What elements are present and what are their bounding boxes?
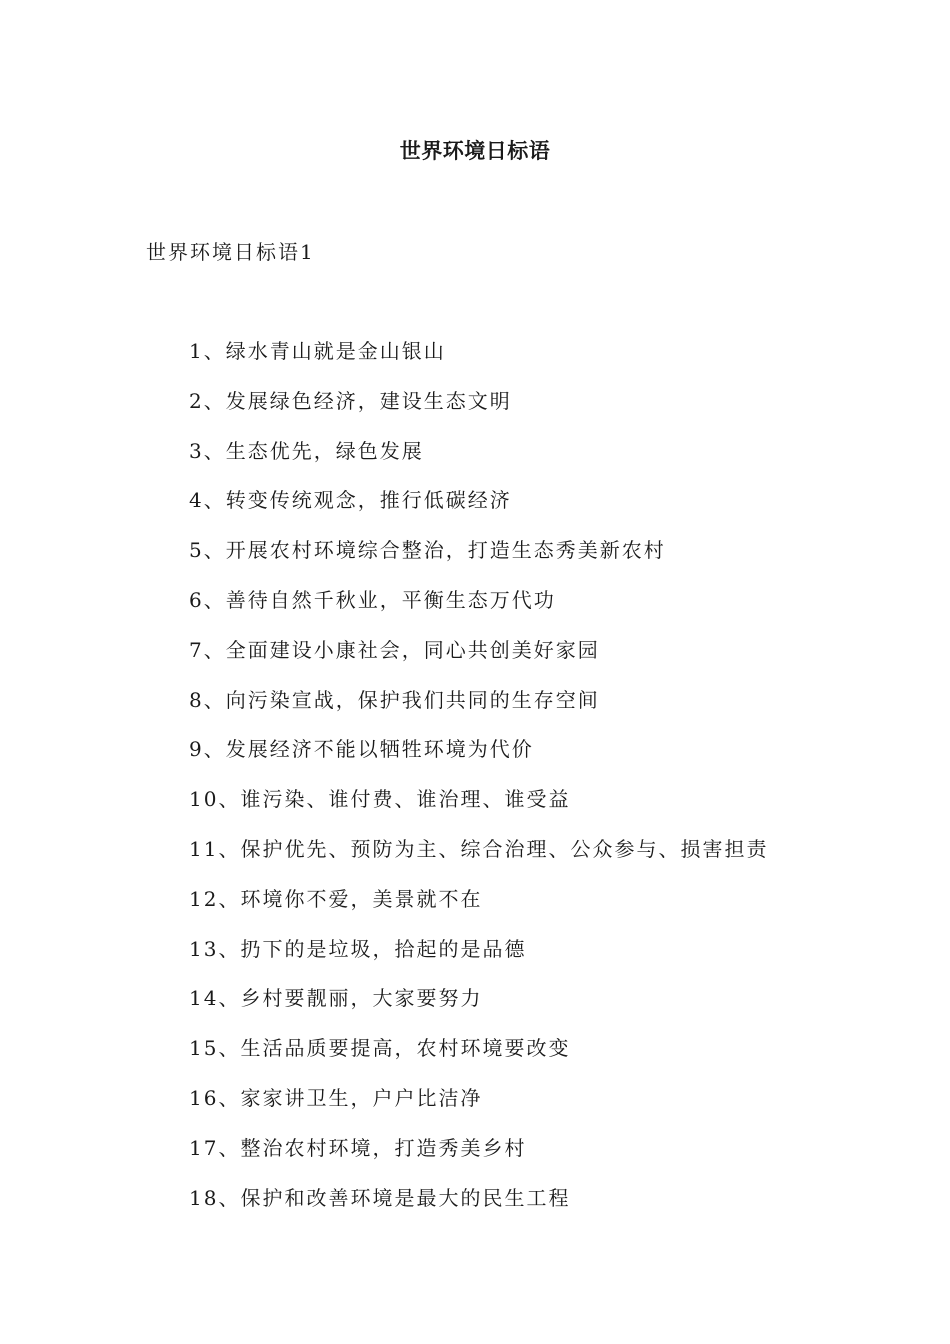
slogan-item: 10、谁污染、谁付费、谁治理、谁受益 <box>189 787 571 812</box>
slogan-item: 12、环境你不爱，美景就不在 <box>189 886 483 911</box>
slogan-item: 6、善待自然千秋业，平衡生态万代功 <box>189 587 556 612</box>
slogan-item: 11、保护优先、预防为主、综合治理、公众参与、损害担责 <box>189 836 769 861</box>
slogan-item: 1、绿水青山就是金山银山 <box>189 339 446 363</box>
slogan-item: 2、发展绿色经济，建设生态文明 <box>189 388 512 413</box>
slogan-item: 5、开展农村环境综合整治，打造生态秀美新农村 <box>189 538 666 563</box>
section-heading: 世界环境日标语1 <box>146 240 315 264</box>
slogan-item: 16、家家讲卫生，户户比洁净 <box>189 1085 483 1110</box>
document-title: 世界环境日标语 <box>399 139 551 163</box>
slogan-item: 18、保护和改善环境是最大的民生工程 <box>189 1185 571 1210</box>
slogan-item: 4、转变传统观念，推行低碳经济 <box>189 488 512 513</box>
slogan-item: 13、扔下的是垃圾，拾起的是品德 <box>189 936 527 961</box>
slogan-item: 9、发展经济不能以牺牲环境为代价 <box>189 737 534 762</box>
slogan-item: 15、生活品质要提高，农村环境要改变 <box>189 1036 571 1061</box>
slogan-item: 14、乡村要靓丽，大家要努力 <box>189 986 483 1011</box>
slogan-item: 7、全面建设小康社会，同心共创美好家园 <box>189 637 600 662</box>
slogan-item: 8、向污染宣战，保护我们共同的生存空间 <box>189 687 600 712</box>
slogan-list <box>189 336 768 1232</box>
slogan-item: 3、生态优先，绿色发展 <box>189 438 424 463</box>
slogan-item: 17、整治农村环境，打造秀美乡村 <box>189 1135 527 1160</box>
